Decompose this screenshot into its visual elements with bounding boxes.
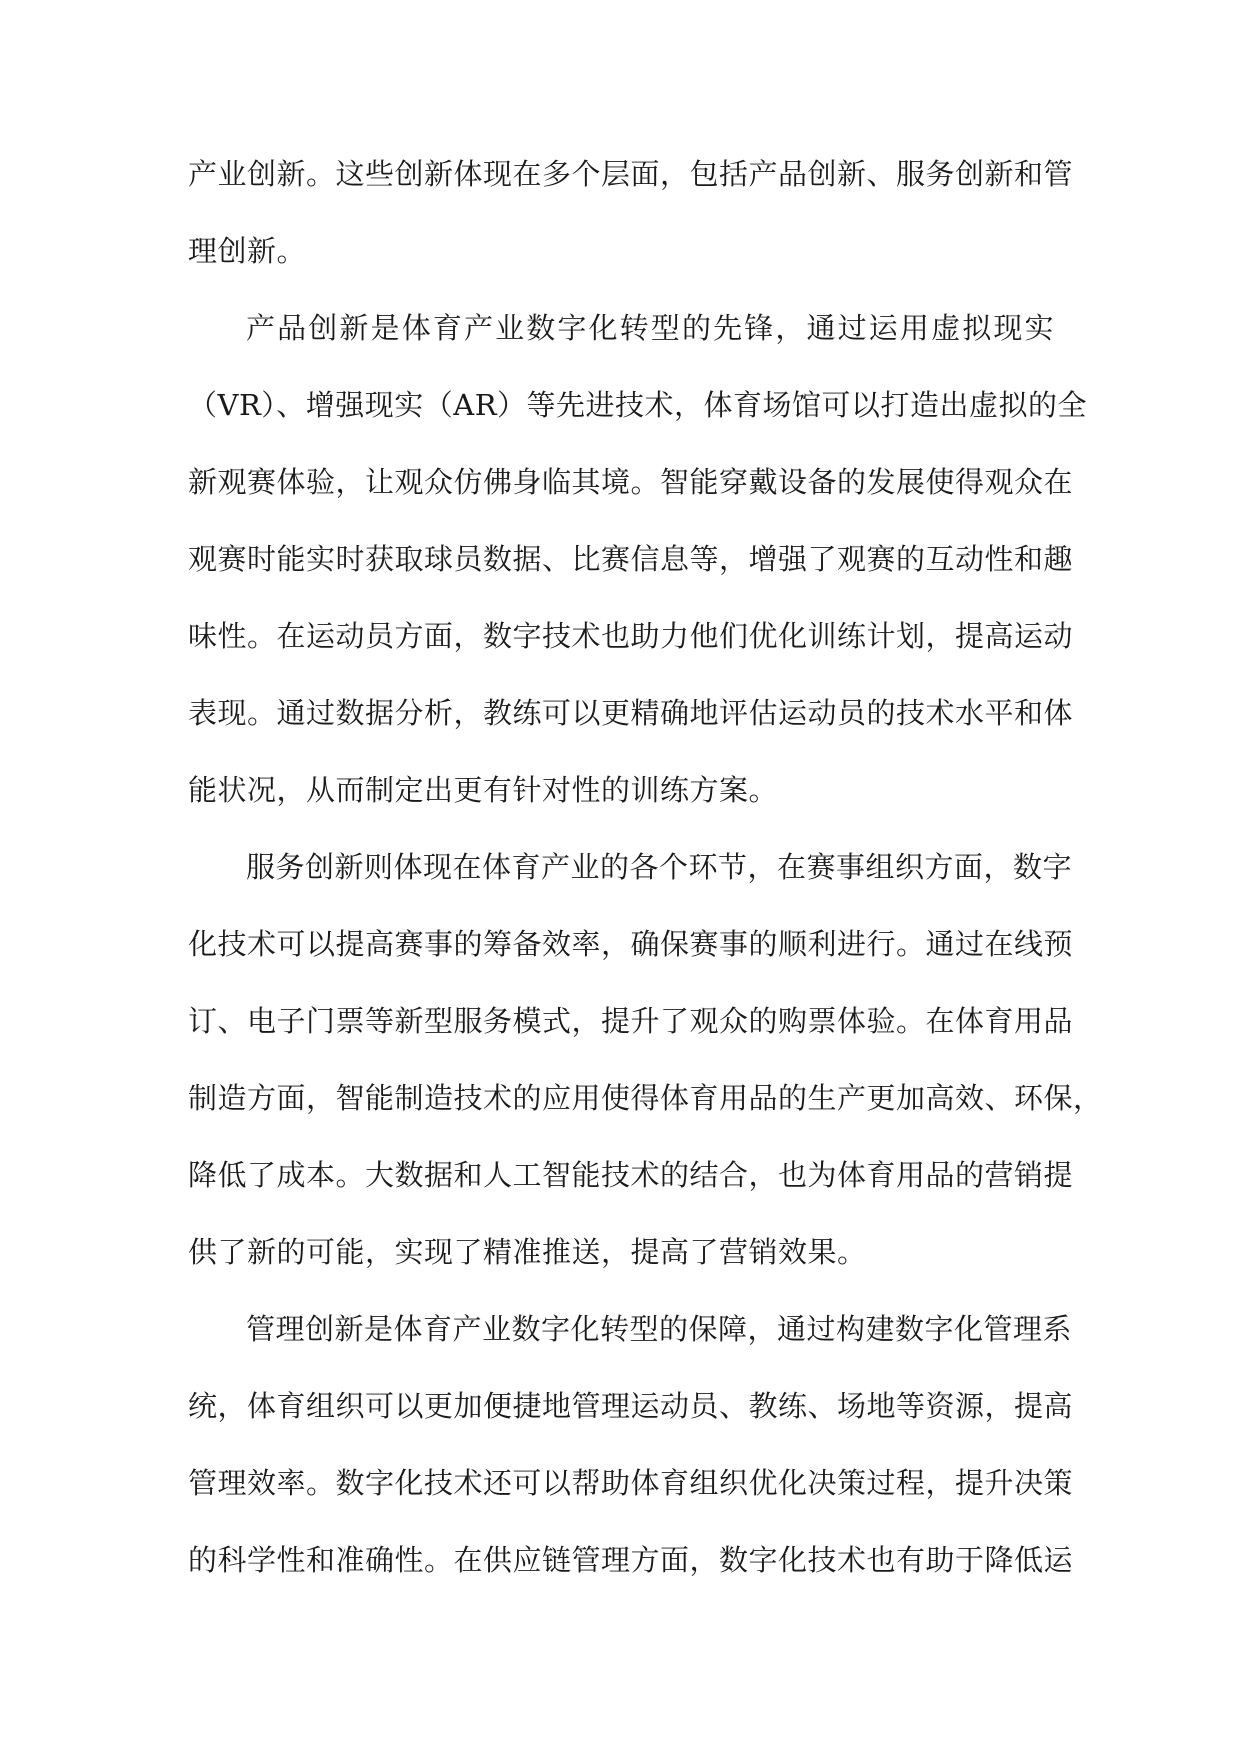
text-line: 订、电子门票等新型服务模式，提升了观众的购票体验。在体育用品 (188, 1004, 1074, 1038)
text-line: 能状况，从而制定出更有针对性的训练方案。 (188, 773, 779, 807)
paragraph-start-line: 服务创新则体现在体育产业的各个环节，在赛事组织方面，数字 (246, 850, 1073, 884)
text-line: 的科学性和准确性。在供应链管理方面，数字化技术也有助于降低运 (188, 1543, 1074, 1577)
text-line: 观赛时能实时获取球员数据、比赛信息等，增强了观赛的互动性和趣 (188, 542, 1074, 576)
text-line: 理创新。 (188, 234, 307, 268)
text-line: 降低了成本。大数据和人工智能技术的结合，也为体育用品的营销提 (188, 1158, 1074, 1192)
text-line: 新观赛体验，让观众仿佛身临其境。智能穿戴设备的发展使得观众在 (188, 465, 1074, 499)
text-line: 供了新的可能，实现了精准推送，提高了营销效果。 (188, 1235, 867, 1269)
text-line: 制造方面，智能制造技术的应用使得体育用品的生产更加高效、环保， (188, 1081, 1103, 1115)
text-line: 表现。通过数据分析，教练可以更精确地评估运动员的技术水平和体 (188, 696, 1074, 730)
paragraph-start-line: 管理创新是体育产业数字化转型的保障，通过构建数字化管理系 (246, 1312, 1073, 1346)
text-line: 产业创新。这些创新体现在多个层面，包括产品创新、服务创新和管 (188, 157, 1074, 191)
body-text (188, 144, 1103, 1607)
text-line: 管理效率。数字化技术还可以帮助体育组织优化决策过程，提升决策 (188, 1466, 1074, 1500)
text-line: （VR）、增强现实（AR）等先进技术，体育场馆可以打造出虚拟的全 (188, 388, 1088, 422)
text-line: 统，体育组织可以更加便捷地管理运动员、教练、场地等资源，提高 (188, 1389, 1074, 1423)
text-line: 味性。在运动员方面，数字技术也助力他们优化训练计划，提高运动 (188, 619, 1074, 653)
text-line: 化技术可以提高赛事的筹备效率，确保赛事的顺利进行。通过在线预 (188, 927, 1074, 961)
paragraph-start-line: 产品创新是体育产业数字化转型的先锋，通过运用虚拟现实 (246, 311, 1054, 345)
